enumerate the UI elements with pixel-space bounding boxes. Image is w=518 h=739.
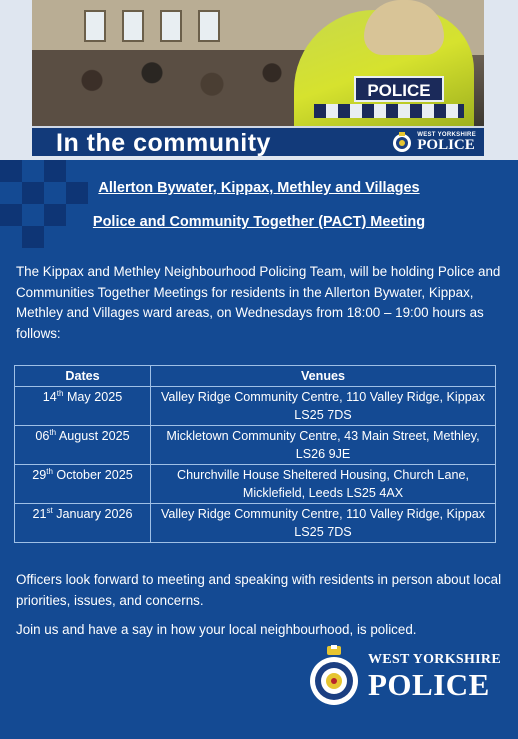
table-header-row <box>15 366 496 387</box>
photo-crowd <box>32 50 332 126</box>
column-header-venues: Venues <box>151 366 496 387</box>
photo-window <box>84 10 106 42</box>
banner-logo-main: POLICE <box>417 136 475 153</box>
checker-decoration <box>0 160 90 250</box>
date-cell: 29th October 2025 <box>15 465 151 504</box>
title-line-1: Allerton Bywater, Kippax, Methley and Villages <box>98 180 420 196</box>
footer-logo-sub: WEST YORKSHIRE <box>368 652 501 667</box>
table-row <box>15 426 496 465</box>
photo-checker-band <box>314 104 464 118</box>
police-badge-icon <box>391 131 413 153</box>
meetings-table <box>14 365 496 543</box>
venue-cell: Valley Ridge Community Centre, 110 Valley Ridge, Kippax LS25 7DS <box>151 387 496 426</box>
venue-cell: Valley Ridge Community Centre, 110 Valley Ridge, Kippax LS25 7DS <box>151 504 496 543</box>
table-row <box>15 504 496 543</box>
footer-logo-main: POLICE <box>368 667 490 702</box>
date-cell: 14th May 2025 <box>15 387 151 426</box>
hero-photo <box>32 0 484 126</box>
photo-window <box>198 10 220 42</box>
intro-paragraph: The Kippax and Methley Neighbourhood Policing Team, will be holding Police and Communities Together Meetings for residents in the Allerton Bywater, Kippax, Methley and Villages ward areas, on Wednesdays from 18:00 – 19:00 hours as follows: <box>16 264 501 341</box>
table-row <box>15 387 496 426</box>
venue-cell: Churchville House Sheltered Housing, Church Lane, Micklefield, Leeds LS25 4AX <box>151 465 496 504</box>
closing-paragraph-1: Officers look forward to meeting and speaking with residents in person about local priorities, issues, and concerns. <box>16 572 502 608</box>
police-crest-icon <box>306 645 362 707</box>
venue-cell: Mickletown Community Centre, 43 Main Street, Methley, LS26 9JE <box>151 426 496 465</box>
date-cell: 21st January 2026 <box>15 504 151 543</box>
community-banner <box>32 126 484 156</box>
closing-paragraph-2: Join us and have a say in how your local neighbourhood, is policed. <box>16 622 417 637</box>
date-cell: 06th August 2025 <box>15 426 151 465</box>
banner-logo-sub: WEST YORKSHIRE <box>417 131 476 138</box>
title-line-2: Police and Community Together (PACT) Meeting <box>92 214 426 230</box>
column-header-dates: Dates <box>15 366 151 387</box>
banner-logo <box>391 131 476 153</box>
photo-window <box>122 10 144 42</box>
table-row <box>15 465 496 504</box>
banner-title: In the community <box>56 129 271 157</box>
police-patch: POLICE <box>354 76 444 102</box>
photo-window <box>160 10 182 42</box>
footer-logo <box>306 645 501 707</box>
